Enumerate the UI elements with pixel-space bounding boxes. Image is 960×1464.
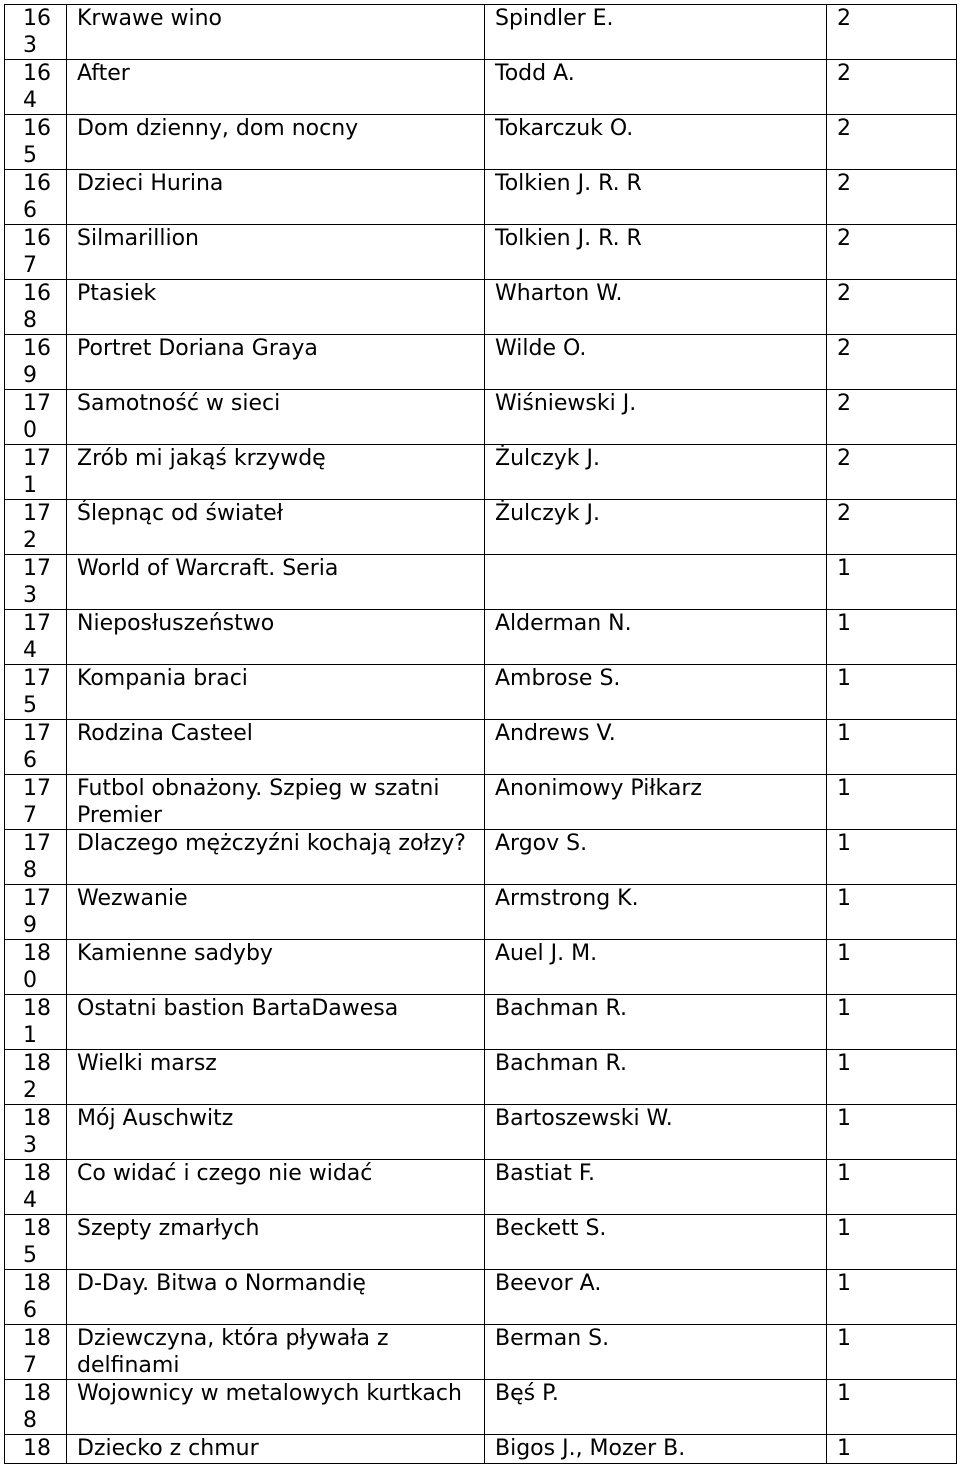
copy-count: 2 — [827, 500, 957, 555]
book-author: Auel J. M. — [485, 940, 827, 995]
book-title: Ślepnąc od świateł — [67, 500, 485, 555]
table-row — [5, 335, 957, 390]
book-author: Anonimowy Piłkarz — [485, 775, 827, 830]
book-title: Dziewczyna, która pływała z delfinami — [67, 1325, 485, 1380]
book-title: Wielki marsz — [67, 1050, 485, 1105]
row-number: 184 — [5, 1160, 67, 1215]
copy-count: 1 — [827, 1105, 957, 1160]
book-author: Bastiat F. — [485, 1160, 827, 1215]
book-author: Beevor A. — [485, 1270, 827, 1325]
book-author: Tokarczuk O. — [485, 115, 827, 170]
book-author: Spindler E. — [485, 5, 827, 60]
row-number: 164 — [5, 60, 67, 115]
row-number: 167 — [5, 225, 67, 280]
book-title: Portret Doriana Graya — [67, 335, 485, 390]
table-row — [5, 665, 957, 720]
book-author: Berman S. — [485, 1325, 827, 1380]
copy-count: 1 — [827, 1160, 957, 1215]
book-title: Futbol obnażony. Szpieg w szatni Premier — [67, 775, 485, 830]
table-row — [5, 170, 957, 225]
copy-count: 1 — [827, 555, 957, 610]
table-row — [5, 1105, 957, 1160]
book-title: Dzieci Hurina — [67, 170, 485, 225]
row-number: 168 — [5, 280, 67, 335]
table-row — [5, 720, 957, 775]
book-author: Wharton W. — [485, 280, 827, 335]
row-number: 180 — [5, 940, 67, 995]
copy-count: 1 — [827, 995, 957, 1050]
book-author: Tolkien J. R. R — [485, 170, 827, 225]
book-title: Rodzina Casteel — [67, 720, 485, 775]
copy-count: 1 — [827, 610, 957, 665]
copy-count: 1 — [827, 1050, 957, 1105]
book-title: World of Warcraft. Seria — [67, 555, 485, 610]
row-number: 185 — [5, 1215, 67, 1270]
row-number: 186 — [5, 1270, 67, 1325]
book-title: Dlaczego mężczyźni kochają zołzy? — [67, 830, 485, 885]
book-author: Andrews V. — [485, 720, 827, 775]
table-row — [5, 5, 957, 60]
book-title: Ptasiek — [67, 280, 485, 335]
copy-count: 2 — [827, 115, 957, 170]
book-title: After — [67, 60, 485, 115]
book-title: D-Day. Bitwa o Normandię — [67, 1270, 485, 1325]
table-row — [5, 280, 957, 335]
copy-count: 1 — [827, 720, 957, 775]
book-author: Tolkien J. R. R — [485, 225, 827, 280]
book-author: Argov S. — [485, 830, 827, 885]
book-author: Todd A. — [485, 60, 827, 115]
copy-count: 1 — [827, 940, 957, 995]
row-number: 170 — [5, 390, 67, 445]
table-row — [5, 1050, 957, 1105]
book-list-table — [4, 4, 957, 1464]
book-title: Krwawe wino — [67, 5, 485, 60]
table-row — [5, 830, 957, 885]
row-number: 166 — [5, 170, 67, 225]
book-title: Nieposłuszeństwo — [67, 610, 485, 665]
book-author: Żulczyk J. — [485, 445, 827, 500]
book-title: Kompania braci — [67, 665, 485, 720]
copy-count: 2 — [827, 390, 957, 445]
book-title: Dom dzienny, dom nocny — [67, 115, 485, 170]
table-row — [5, 885, 957, 940]
book-title: Ostatni bastion BartaDawesa — [67, 995, 485, 1050]
book-author: Bigos J., Mozer B. — [485, 1435, 827, 1464]
book-author: Wiśniewski J. — [485, 390, 827, 445]
book-author: Ambrose S. — [485, 665, 827, 720]
copy-count: 2 — [827, 225, 957, 280]
table-row — [5, 115, 957, 170]
table-row — [5, 390, 957, 445]
row-number: 182 — [5, 1050, 67, 1105]
table-row — [5, 1325, 957, 1380]
book-author — [485, 555, 827, 610]
copy-count: 2 — [827, 170, 957, 225]
book-author: Bachman R. — [485, 1050, 827, 1105]
book-author: Beckett S. — [485, 1215, 827, 1270]
copy-count: 1 — [827, 1380, 957, 1435]
book-author: Wilde O. — [485, 335, 827, 390]
book-author: Armstrong K. — [485, 885, 827, 940]
copy-count: 2 — [827, 60, 957, 115]
row-number: 188 — [5, 1380, 67, 1435]
book-author: Bachman R. — [485, 995, 827, 1050]
row-number: 181 — [5, 995, 67, 1050]
book-title: Kamienne sadyby — [67, 940, 485, 995]
table-row — [5, 1215, 957, 1270]
copy-count: 1 — [827, 1435, 957, 1464]
row-number: 171 — [5, 445, 67, 500]
copy-count: 1 — [827, 665, 957, 720]
book-author: Bartoszewski W. — [485, 1105, 827, 1160]
row-number: 187 — [5, 1325, 67, 1380]
copy-count: 2 — [827, 445, 957, 500]
copy-count: 2 — [827, 335, 957, 390]
table-row — [5, 610, 957, 665]
copy-count: 2 — [827, 5, 957, 60]
copy-count: 1 — [827, 830, 957, 885]
row-number: 175 — [5, 665, 67, 720]
copy-count: 1 — [827, 775, 957, 830]
table-row — [5, 1435, 957, 1464]
row-number: 176 — [5, 720, 67, 775]
row-number: 173 — [5, 555, 67, 610]
table-row — [5, 555, 957, 610]
book-title: Zrób mi jakąś krzywdę — [67, 445, 485, 500]
copy-count: 1 — [827, 1215, 957, 1270]
book-title: Silmarillion — [67, 225, 485, 280]
row-number: 163 — [5, 5, 67, 60]
copy-count: 2 — [827, 280, 957, 335]
book-author: Alderman N. — [485, 610, 827, 665]
book-title: Wojownicy w metalowych kurtkach — [67, 1380, 485, 1435]
book-title: Samotność w sieci — [67, 390, 485, 445]
row-number: 165 — [5, 115, 67, 170]
table-row — [5, 995, 957, 1050]
table-row — [5, 1270, 957, 1325]
table-row — [5, 445, 957, 500]
book-title: Wezwanie — [67, 885, 485, 940]
book-title: Szepty zmarłych — [67, 1215, 485, 1270]
copy-count: 1 — [827, 1325, 957, 1380]
table-row — [5, 60, 957, 115]
row-number: 172 — [5, 500, 67, 555]
row-number: 179 — [5, 885, 67, 940]
book-title: Co widać i czego nie widać — [67, 1160, 485, 1215]
book-title: Dziecko z chmur — [67, 1435, 485, 1464]
book-author: Bęś P. — [485, 1380, 827, 1435]
row-number: 178 — [5, 830, 67, 885]
row-number: 174 — [5, 610, 67, 665]
table-row — [5, 775, 957, 830]
book-author: Żulczyk J. — [485, 500, 827, 555]
book-list-body — [5, 5, 957, 1464]
copy-count: 1 — [827, 1270, 957, 1325]
table-row — [5, 225, 957, 280]
row-number: 177 — [5, 775, 67, 830]
book-title: Mój Auschwitz — [67, 1105, 485, 1160]
row-number: 183 — [5, 1105, 67, 1160]
row-number: 169 — [5, 335, 67, 390]
table-row — [5, 1380, 957, 1435]
table-row — [5, 500, 957, 555]
copy-count: 1 — [827, 885, 957, 940]
row-number: 18 — [5, 1435, 67, 1464]
table-row — [5, 940, 957, 995]
table-row — [5, 1160, 957, 1215]
